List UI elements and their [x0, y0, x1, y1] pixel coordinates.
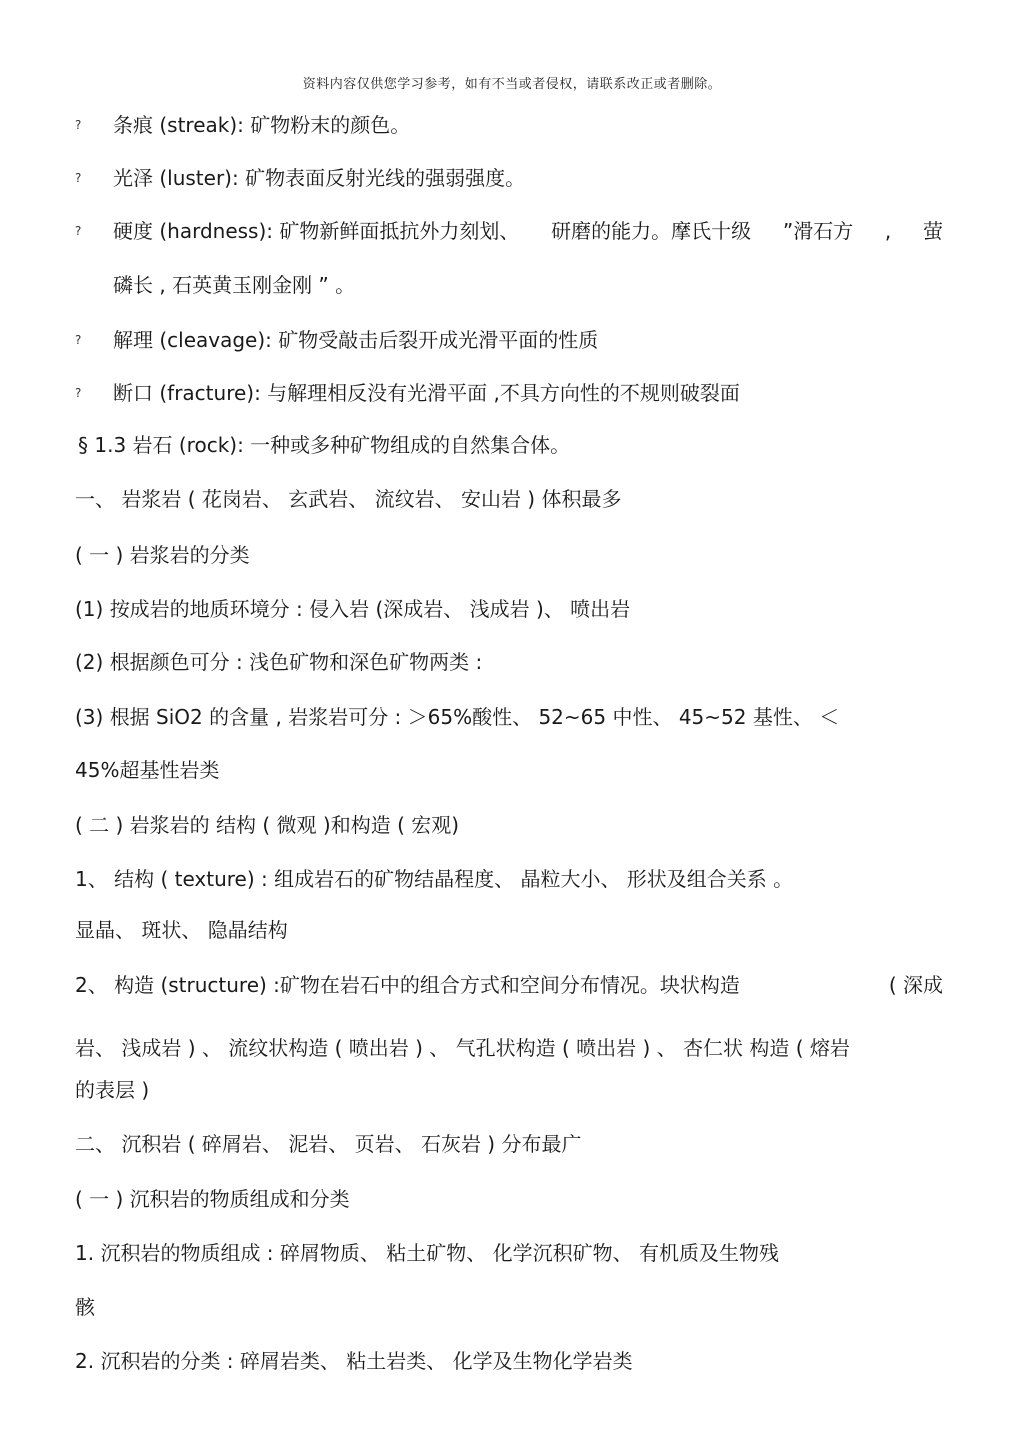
- sedimentary-item-1-line2: 骸: [75, 1295, 95, 1319]
- bullet-text-line2: 磷长 , 石英黄玉刚金刚 ” 。: [113, 273, 356, 297]
- igneous-item-3-line1: (3) 根据 SiO2 的含量 , 岩浆岩可分 : ＞65%酸性、 52~65 中性、 45~52 基性、 ＜: [75, 705, 840, 729]
- sedimentary-subheading-composition: ( 一 ) 沉积岩的物质组成和分类: [75, 1187, 350, 1211]
- structure-line3: 的表层 ): [75, 1078, 150, 1102]
- bullet-text: 光泽 (luster): 矿物表面反射光线的强弱强度。: [113, 166, 526, 190]
- text-segment: 研磨的能力。摩氏十级: [551, 219, 752, 243]
- igneous-item-3-line2: 45%超基性岩类: [75, 758, 220, 782]
- text-segment: 硬度 (hardness): 矿物新鲜面抵抗外力刻划、: [113, 219, 520, 243]
- bullet-text: 断口 (fracture): 与解理相反没有光滑平面 ,不具方向性的不规则破裂面: [113, 381, 740, 405]
- bullet-marker: ?: [75, 333, 82, 347]
- igneous-item-1: (1) 按成岩的地质环境分 : 侵入岩 (深成岩、 浅成岩 )、 喷出岩: [75, 597, 631, 621]
- bullet-marker: ?: [75, 171, 82, 185]
- texture-line2: 显晶、 斑状、 隐晶结构: [75, 918, 288, 942]
- structure-line2: 岩、 浅成岩 ) 、 流纹状构造 ( 喷出岩 ) 、 气孔状构造 ( 喷出岩 ) 、 杏仁状 构造 ( 熔岩: [75, 1036, 850, 1060]
- sedimentary-heading: 二、 沉积岩 ( 碎屑岩、 泥岩、 页岩、 石灰岩 ) 分布最广: [75, 1132, 582, 1156]
- section-heading-rock: § 1.3 岩石 (rock): 一种或多种矿物组成的自然集合体。: [78, 433, 571, 457]
- structure-line1: [75, 972, 943, 998]
- bullet-marker: ?: [75, 118, 82, 132]
- igneous-subheading-classification: ( 一 ) 岩浆岩的分类: [75, 543, 250, 567]
- bullet-text: 解理 (cleavage): 矿物受敲击后裂开成光滑平面的性质: [113, 328, 599, 352]
- text-segment: 2、 构造 (structure) :矿物在岩石中的组合方式和空间分布情况。块状构造: [75, 973, 740, 997]
- bullet-marker: ?: [75, 386, 82, 400]
- text-segment: ( 深成: [888, 973, 943, 997]
- igneous-item-2: (2) 根据颜色可分 : 浅色矿物和深色矿物两类 :: [75, 650, 483, 674]
- igneous-heading: 一、 岩浆岩 ( 花岗岩、 玄武岩、 流纹岩、 安山岩 ) 体积最多: [75, 487, 622, 511]
- texture-line1: 1、 结构 ( texture) : 组成岩石的矿物结晶程度、 晶粒大小、 形状及组合关系 。: [75, 867, 794, 891]
- bullet-marker: ?: [75, 224, 82, 238]
- text-segment: ”滑石方: [782, 219, 854, 243]
- text-segment: 萤: [923, 219, 943, 243]
- bullet-text-line1: [113, 218, 943, 244]
- sedimentary-item-1-line1: 1. 沉积岩的物质组成 : 碎屑物质、 粘土矿物、 化学沉积矿物、 有机质及生物残: [75, 1241, 779, 1265]
- sedimentary-item-2: 2. 沉积岩的分类 : 碎屑岩类、 粘土岩类、 化学及生物化学岩类: [75, 1349, 633, 1373]
- bullet-text: 条痕 (streak): 矿物粉末的颜色。: [113, 113, 411, 137]
- igneous-subheading-texture-structure: ( 二 ) 岩浆岩的 结构 ( 微观 )和构造 ( 宏观): [75, 813, 460, 837]
- document-header-disclaimer: 资料内容仅供您学习参考，如有不当或者侵权，请联系改正或者删除。: [302, 77, 722, 92]
- text-segment: ,: [884, 219, 892, 243]
